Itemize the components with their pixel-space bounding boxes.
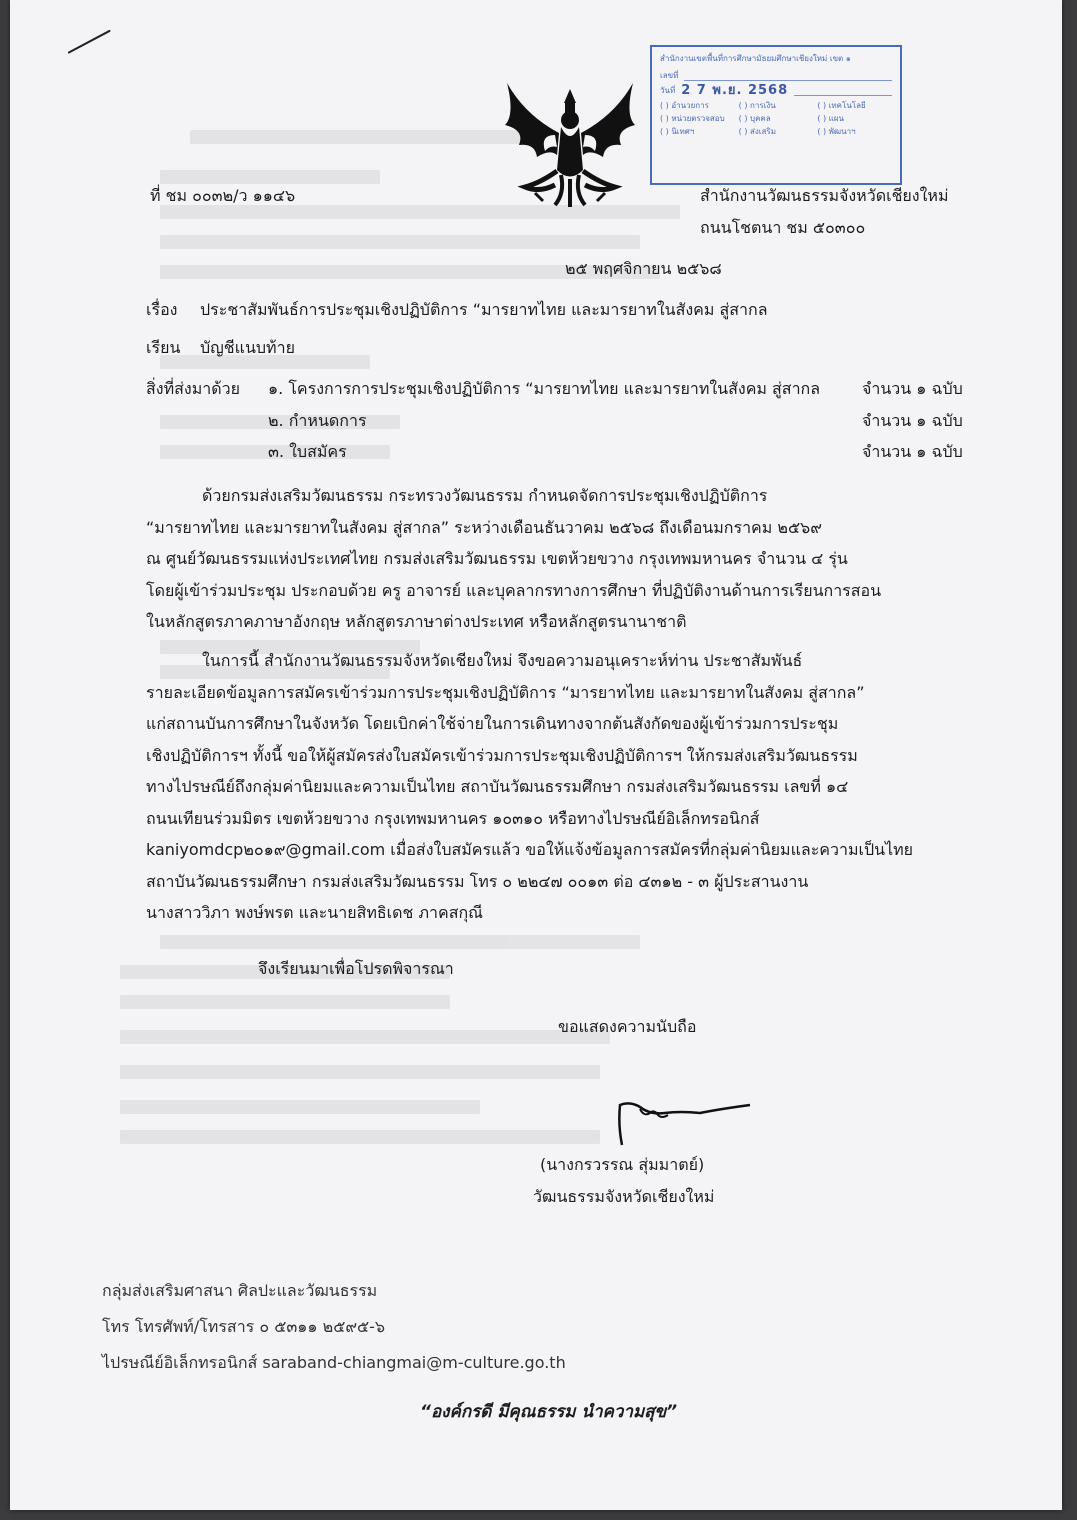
org-address: ถนนโชตนา ชม ๕๐๓๐๐ — [700, 218, 866, 237]
addressee-label: เรียน — [146, 338, 181, 357]
body-paragraph-2: ในการนี้ สำนักงานวัฒนธรรมจังหวัดเชียงใหม่ จึงขอความอนุเคราะห์ท่าน ประชาสัมพันธ์ รายละเอียดข้อมูลการสมัครเข้าร่วมการประชุมเชิงปฏิบัติการ “มารยาทไทย และมารยาทในสังคม สู่สากล” แก่สถานบันการศึกษาในจังหวัด โดยเบิกค่าใช้จ่ายในการเดินทางจากต้นสังกัดของผู้เข้าร่วมการประชุม เชิงปฏิบัติการฯ ทั้งนี้ ขอให้ผู้สมัครส่งใบสมัครเข้าร่วมการประชุมเชิงปฏิบัติการฯ ให้กรมส่งเสริมวัฒนธรรม ทางไปรษณีย์ถึงกลุ่มค่านิยมและความเป็นไทย สถาบันวัฒนธรรมศึกษา กรมส่งเสริมวัฒนธรรม เลขที่ ๑๔ ถนนเทียนร่วมมิตร เขตห้วยขวาง กรุงเทพมหานคร ๑๐๓๑๐ หรือทางไปรษณีย์อิเล็กทรอนิกส์ kaniyomdcp๒๐๑๙@gmail.com เมื่อส่งใบสมัครแล้ว ขอให้แจ้งข้อมูลการสมัครที่กลุ่มค่านิยมและความเป็นไทย สถาบันวัฒนธรรมศึกษา กรมส่งเสริมวัฒนธรรม โทร ๐ ๒๒๔๗ ๐๐๑๓ ต่อ ๔๓๑๒ - ๓ ผู้ประสานงาน นางสาววิภา พงษ์พรต และนายสิทธิเดช ภาคสกุณี — [146, 651, 914, 922]
signer-name: (นางกรวรรณ สุ่มมาตย์) — [540, 1155, 705, 1174]
footer-department: กลุ่มส่งเสริมศาสนา ศิลปะและวัฒนธรรม — [102, 1281, 378, 1300]
subject-text: ประชาสัมพันธ์การประชุมเชิงปฏิบัติการ “มารยาทไทย และมารยาทในสังคม สู่สากล — [200, 300, 768, 319]
garuda-emblem-icon — [495, 75, 645, 215]
letter-sheet — [10, 0, 1062, 1510]
enclosures-label: สิ่งที่ส่งมาด้วย — [146, 379, 240, 398]
letter-date: ๒๕ พฤศจิกายน ๒๕๖๘ — [565, 259, 722, 278]
motto: “องค์กรดี มีคุณธรรม นำความสุข” — [420, 1402, 678, 1422]
closing-request: จึงเรียนมาเพื่อโปรดพิจารณา — [258, 959, 454, 978]
closing-regards: ขอแสดงความนับถือ — [558, 1017, 697, 1036]
signer-title: วัฒนธรรมจังหวัดเชียงใหม่ — [533, 1187, 715, 1206]
org-name: สำนักงานวัฒนธรรมจังหวัดเชียงใหม่ — [700, 186, 949, 205]
stamp-routing: ( ) อำนวยการ ( ) การเงิน ( ) เทคโนโลยี ( ) หน่วยตรวจสอบ ( ) บุคคล ( ) แผน ( ) นิเทศฯ ( ) ส่งเสริม ( ) พัฒนาฯ — [660, 101, 866, 136]
stamp-date-row: วันที่ 2 7 พ.ย. 2568 — [660, 85, 892, 96]
addressee-text: บัญชีแนบท้าย — [200, 338, 295, 357]
received-stamp — [650, 45, 902, 185]
enclosure-qty: จำนวน ๑ ฉบับ — [862, 411, 963, 430]
enclosure-item: ๑. โครงการการประชุมเชิงปฏิบัติการ “มารยาทไทย และมารยาทในสังคม สู่สากล — [268, 379, 821, 398]
enclosure-item: ๒. กำหนดการ — [268, 411, 367, 430]
body-paragraph-1: ด้วยกรมส่งเสริมวัฒนธรรม กระทรวงวัฒนธรรม กำหนดจัดการประชุมเชิงปฏิบัติการ “มารยาทไทย และมารยาทในสังคม สู่สากล” ระหว่างเดือนธันวาคม ๒๕๖๘ ถึงเดือนมกราคม ๒๕๖๙ ณ ศูนย์วัฒนธรรมแห่งประเทศไทย กรมส่งเสริมวัฒนธรรม เขตห้วยขวาง กรุงเทพมหานคร จำนวน ๔ รุ่น โดยผู้เข้าร่วมประชุม ประกอบด้วย ครู อาจารย์ และบุคลากรทางการศึกษา ที่ปฏิบัติงานด้านการเรียนการสอน ในหลักสูตรภาคภาษาอังกฤษ หลักสูตรภาษาต่างประเทศ หรือหลักสูตรนานาชาติ — [146, 486, 882, 631]
pen-mark — [68, 30, 111, 54]
enclosure-qty: จำนวน ๑ ฉบับ — [862, 442, 963, 461]
stamp-office: สำนักงานเขตพื้นที่การศึกษามัธยมศึกษาเชียงใหม่ เขต ๑ — [660, 54, 851, 63]
stamp-date: 2 7 พ.ย. 2568 — [681, 83, 789, 98]
subject-label: เรื่อง — [146, 300, 178, 319]
stamp-number-row: เลขที่ — [660, 70, 892, 81]
signature-icon — [610, 1095, 760, 1150]
document-number: ที่ ชม ๐๐๓๒/ว ๑๑๔๖ — [150, 186, 296, 205]
enclosure-item: ๓. ใบสมัคร — [268, 442, 347, 461]
footer-phone: โทร โทรศัพท์/โทรสาร ๐ ๕๓๑๑ ๒๕๙๕-๖ — [102, 1317, 386, 1336]
footer-email: ไปรษณีย์อิเล็กทรอนิกส์ saraband-chiangmai@m-culture.go.th — [102, 1353, 566, 1372]
enclosure-qty: จำนวน ๑ ฉบับ — [862, 379, 963, 398]
